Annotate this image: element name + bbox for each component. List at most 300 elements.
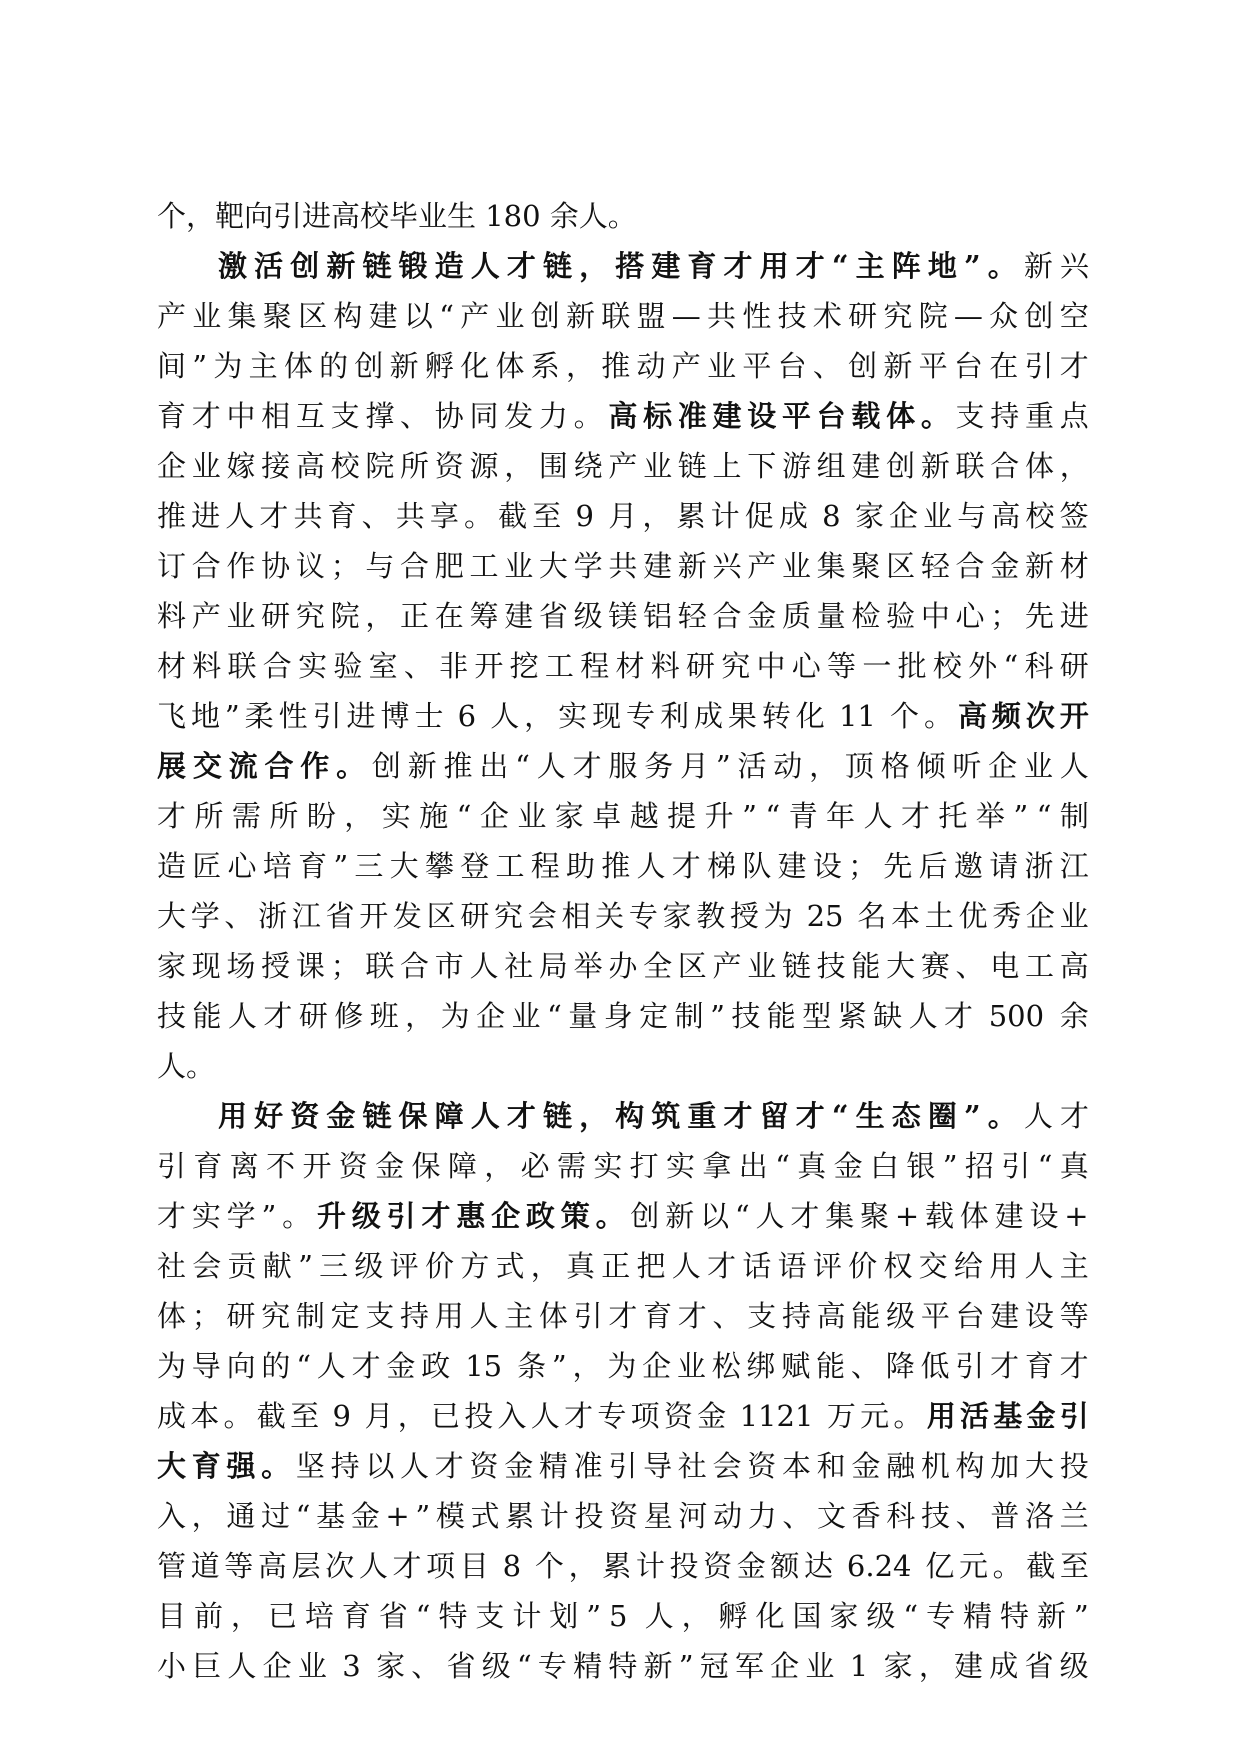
body-char: 方	[460, 1249, 490, 1283]
body-char: 真	[566, 1249, 596, 1283]
text-line	[157, 841, 1089, 891]
text-line	[157, 991, 1089, 1041]
body-char: 进	[191, 499, 221, 533]
bold-heading-char: 搭	[615, 249, 645, 283]
body-char: 的	[261, 1349, 291, 1383]
body-char: 匠	[192, 849, 222, 883]
body-char: 成	[157, 1399, 187, 1433]
bold-heading-char: 障	[434, 1099, 464, 1133]
body-char: 设	[1024, 1299, 1054, 1333]
body-char: 举	[573, 949, 603, 983]
body-char: 精	[963, 1599, 993, 1633]
body-char: “	[546, 999, 562, 1033]
bold-heading-char: 合	[264, 749, 294, 783]
body-char: 话	[742, 1249, 772, 1283]
body-char: 产	[157, 299, 187, 333]
body-char: 、	[850, 1349, 880, 1383]
body-char: 目	[459, 1549, 489, 1583]
body-char: 次	[325, 1549, 355, 1583]
body-char: 技	[921, 1499, 951, 1533]
body-char: 1121	[730, 1399, 823, 1433]
body-char: 社	[157, 1249, 187, 1283]
body-char: 出	[479, 749, 509, 783]
body-char: 台	[953, 349, 983, 383]
body-char: 协	[434, 399, 464, 433]
body-char: 月	[680, 749, 710, 783]
body-char: 亿	[925, 1549, 955, 1583]
body-char: 引	[573, 1299, 603, 1333]
body-char: 新	[407, 749, 437, 783]
body-char: 金	[386, 1349, 416, 1383]
body-char: 特	[608, 1649, 638, 1683]
bold-heading-char: “	[831, 249, 849, 283]
body-char: 额	[770, 1549, 800, 1583]
body-char: 资	[469, 1449, 499, 1483]
body-char: 和	[816, 1449, 846, 1483]
body-char: 科	[1024, 649, 1054, 683]
bold-heading-char: 政	[525, 1199, 555, 1233]
body-char: 计	[635, 1549, 665, 1583]
body-char: 料	[650, 649, 680, 683]
body-char: ，	[365, 599, 395, 633]
body-char: 专	[597, 1399, 627, 1433]
body-char: 金	[851, 1449, 881, 1483]
body-char: 白	[870, 1149, 900, 1183]
body-char: 共	[293, 499, 323, 533]
body-char: ；	[191, 1299, 221, 1333]
body-char: 导	[191, 1349, 221, 1383]
body-char: 育	[298, 849, 328, 883]
body-char: 盼	[306, 799, 336, 833]
body-char: 嫁	[226, 449, 256, 483]
body-char: 家	[376, 1649, 406, 1683]
body-char: 相	[261, 399, 291, 433]
body-char: 小	[157, 1649, 187, 1683]
body-char: 联	[955, 449, 985, 483]
body-char: 才	[677, 1299, 707, 1333]
body-char: 才	[1059, 349, 1089, 383]
bold-heading-char: 才	[723, 1099, 753, 1133]
body-char: 平	[742, 349, 772, 383]
body-char: 人	[636, 849, 666, 883]
body-char: 举	[975, 799, 1005, 833]
body-char: 至	[532, 499, 562, 533]
document-body	[157, 191, 1089, 1691]
bold-heading-char: 基	[993, 1399, 1023, 1433]
body-char: 开	[302, 1149, 332, 1183]
body-char: 量	[568, 999, 598, 1033]
text-line	[157, 741, 1089, 791]
body-char: 家	[157, 949, 187, 983]
body-char: 工	[469, 549, 499, 583]
body-char: 重	[1024, 399, 1054, 433]
body-char: 育	[341, 1599, 371, 1633]
body-char: 达	[804, 1549, 834, 1583]
body-char: 院	[918, 299, 948, 333]
body-char: 合	[400, 949, 430, 983]
body-char: 研	[685, 649, 715, 683]
body-char: 8	[493, 1549, 531, 1583]
body-char: 究	[295, 599, 325, 633]
body-char: 果	[727, 699, 757, 733]
body-char: 大	[157, 899, 187, 933]
body-char: ”	[742, 799, 757, 833]
body-char: 与	[957, 499, 987, 533]
bold-heading-char: 级	[351, 1199, 381, 1233]
body-char: 肥	[434, 549, 464, 583]
body-char: 业	[781, 549, 811, 583]
body-char: 与	[365, 549, 395, 583]
bold-heading-char: 才	[795, 249, 825, 283]
body-char: 所	[269, 799, 299, 833]
body-char: ”	[678, 1649, 694, 1683]
body-char: 人	[536, 749, 566, 783]
bold-heading-char: 设	[747, 399, 777, 433]
body-char: 、	[411, 1649, 441, 1683]
body-char: 持	[400, 1299, 430, 1333]
body-char: 孵	[718, 1599, 748, 1633]
body-char: 设	[1029, 1199, 1059, 1233]
body-char: 家	[829, 1599, 859, 1633]
body-char: 、	[403, 649, 433, 683]
body-char: 元	[958, 1549, 988, 1583]
text-line	[157, 1541, 1089, 1591]
body-char: 5	[609, 1599, 637, 1633]
bold-heading-char: 准	[677, 399, 707, 433]
body-char: 巨	[192, 1649, 222, 1683]
bold-heading-char: 育	[687, 249, 717, 283]
body-char: 企	[262, 1649, 292, 1683]
body-char: 培	[262, 849, 292, 883]
body-char: 秀	[992, 899, 1022, 933]
body-char: 进	[346, 699, 376, 733]
body-char: 河	[678, 1499, 708, 1533]
body-char: 打	[629, 1149, 659, 1183]
body-char: 式	[495, 1249, 525, 1283]
body-char: 给	[953, 1249, 983, 1283]
body-char: 人	[469, 1299, 499, 1333]
body-char: 协	[261, 549, 291, 583]
text-line	[157, 1041, 1089, 1091]
bold-heading-char: 地	[927, 249, 957, 283]
bold-heading-char: 作	[300, 749, 330, 783]
body-char: 向	[226, 1349, 256, 1383]
body-char: “	[456, 799, 472, 833]
body-char: 项	[426, 1549, 456, 1583]
body-char: 体	[959, 1199, 989, 1233]
body-char: 所	[400, 449, 430, 483]
body-char: 实	[191, 1199, 221, 1233]
body-char: 计	[512, 1599, 542, 1633]
body-char: 区	[886, 549, 916, 583]
body-char: 人	[227, 1649, 257, 1683]
bold-heading-char: 重	[687, 1099, 717, 1133]
body-char: 共	[395, 499, 425, 533]
body-char: 。	[282, 1199, 312, 1233]
body-char: 动	[773, 749, 803, 783]
body-char: 利	[659, 699, 689, 733]
body-char: 大	[538, 549, 568, 583]
body-char: 评	[812, 1249, 842, 1283]
body-char: 成	[778, 499, 808, 533]
body-char: 能	[766, 999, 796, 1033]
body-char: 育	[327, 499, 357, 533]
body-char: 正	[400, 599, 430, 633]
body-char: 计	[710, 499, 740, 533]
body-char: 管	[157, 1549, 187, 1583]
body-char: 优	[958, 899, 988, 933]
body-char: 上	[712, 449, 742, 483]
bold-heading-char: “	[831, 1099, 849, 1133]
body-char: 业	[504, 549, 534, 583]
body-char: 坚	[295, 1449, 325, 1483]
body-char: 模	[435, 1499, 465, 1533]
bold-heading-char: 活	[254, 249, 284, 283]
body-char: 能	[851, 949, 881, 983]
body-char: 共	[608, 549, 638, 583]
body-char: 接	[261, 449, 291, 483]
body-char: 产	[671, 349, 701, 383]
bold-heading-char: 链	[542, 1099, 572, 1133]
body-char: 建	[990, 1299, 1020, 1333]
body-char: 机	[920, 1449, 950, 1483]
text-line	[157, 941, 1089, 991]
body-char: 为	[440, 999, 470, 1033]
body-char: 推	[443, 749, 473, 783]
body-char: 互	[295, 399, 325, 433]
body-char: ，	[405, 999, 435, 1033]
body-char: 主	[1059, 1249, 1089, 1283]
body-char: 军	[734, 1649, 764, 1683]
body-char: 实	[593, 1149, 623, 1183]
body-char: 人	[490, 699, 520, 733]
text-line	[157, 291, 1089, 341]
body-char: 资	[703, 1549, 733, 1583]
body-char: 个	[890, 699, 920, 733]
body-char: 至	[1059, 1549, 1089, 1583]
body-char: 本	[781, 1449, 811, 1483]
body-char: 人	[1059, 749, 1089, 783]
body-char: 集	[816, 549, 846, 583]
body-char: 冠	[699, 1649, 729, 1683]
body-char: 议	[295, 549, 325, 583]
body-char: 兴	[712, 549, 742, 583]
body-char: 低	[920, 1349, 950, 1383]
body-char: 精	[538, 1449, 568, 1483]
bold-heading-char: ”	[963, 1099, 981, 1133]
body-char: 家	[883, 1649, 913, 1683]
body-char: 卓	[592, 799, 622, 833]
body-char: 新	[883, 349, 913, 383]
body-char: 企	[1025, 899, 1055, 933]
body-char: 献	[262, 1249, 292, 1283]
text-line	[157, 1441, 1089, 1491]
body-char: 大	[389, 849, 419, 883]
body-char: 、	[712, 1299, 742, 1333]
body-char: ”	[551, 1349, 567, 1383]
body-char: 资	[434, 449, 464, 483]
body-char: 家	[554, 799, 584, 833]
body-char: 构	[333, 299, 363, 333]
bold-heading-char: 才	[795, 1099, 825, 1133]
bold-heading-char: 人	[470, 249, 500, 283]
body-char: 基	[316, 1499, 346, 1533]
body-char: 区	[677, 949, 707, 983]
body-char: 企	[988, 749, 1018, 783]
bold-heading-char: 阵	[891, 249, 921, 283]
bold-heading-char: 载	[851, 399, 881, 433]
body-char: 金	[504, 1449, 534, 1483]
body-char: 会	[192, 1249, 222, 1283]
body-char: ，	[524, 699, 554, 733]
body-char: 系	[530, 349, 560, 383]
body-char: 业	[511, 999, 541, 1033]
body-char: 载	[924, 1199, 954, 1233]
body-char: 化	[755, 1599, 785, 1633]
body-char: +	[1064, 1199, 1089, 1233]
body-char: 建	[777, 849, 807, 883]
bold-heading-char: 主	[855, 249, 885, 283]
bold-heading-char: 留	[759, 1099, 789, 1133]
body-char: 验	[886, 599, 916, 633]
bold-heading-char: 标	[643, 399, 673, 433]
body-char: 式	[470, 1499, 500, 1533]
body-char: 价	[424, 1249, 454, 1283]
body-char: 香	[851, 1499, 881, 1533]
body-char: 修	[334, 999, 364, 1033]
body-char: ，	[1059, 449, 1089, 483]
body-char: 才	[263, 999, 293, 1033]
body-char: 人	[469, 949, 499, 983]
body-char: 。	[463, 499, 493, 533]
body-char: 产	[747, 549, 777, 583]
body-char: 才	[608, 1299, 638, 1333]
body-char: 企	[476, 999, 506, 1033]
body-char: 级	[1059, 1649, 1089, 1683]
body-char: 业	[643, 449, 673, 483]
body-char: 学	[226, 1199, 256, 1233]
body-char: 过	[260, 1499, 290, 1533]
text-line	[157, 1591, 1089, 1641]
body-char: 把	[636, 1249, 666, 1283]
body-char: 万	[826, 1399, 856, 1433]
body-char: 孵	[424, 349, 454, 383]
body-char: 下	[747, 449, 777, 483]
body-char: 产	[191, 599, 221, 633]
body-char: ，	[484, 1149, 514, 1183]
body-char: 高	[991, 499, 1021, 533]
body-char: 成	[989, 1649, 1019, 1683]
body-char: 人	[671, 1249, 701, 1283]
body-text: 人。	[157, 1049, 216, 1083]
body-char: 飞	[157, 699, 187, 733]
body-char: ；	[330, 949, 360, 983]
bold-heading-char: 高	[608, 399, 638, 433]
body-char: 能	[816, 1349, 846, 1383]
body-char: 。	[573, 399, 603, 433]
body-char: 投	[574, 1499, 604, 1533]
body-char: 工	[1024, 949, 1054, 983]
body-char: 务	[644, 749, 674, 783]
body-char: 学	[190, 899, 220, 933]
body-char: 绕	[573, 449, 603, 483]
body-char: 才	[944, 999, 974, 1033]
body-char: ；	[848, 849, 878, 883]
body-char: 等	[827, 649, 857, 683]
body-char: 江	[291, 899, 321, 933]
body-char: 缺	[873, 999, 903, 1033]
body-char: 创	[530, 299, 560, 333]
body-char: 才	[707, 1249, 737, 1283]
body-char: 铝	[643, 599, 673, 633]
body-char: 办	[608, 949, 638, 983]
bold-heading-char: 筑	[651, 1099, 681, 1133]
body-char: 授	[729, 899, 759, 933]
text-line	[157, 1191, 1089, 1241]
body-char: 撑	[365, 399, 395, 433]
body-char: 共	[707, 299, 737, 333]
text-line	[157, 241, 1089, 291]
body-char: 特	[438, 1599, 468, 1633]
body-char: 金	[697, 1399, 727, 1433]
body-char: 9	[566, 499, 604, 533]
body-char: 入	[157, 1499, 187, 1533]
bold-heading-char: 用	[218, 1099, 248, 1133]
body-char: 建	[643, 549, 673, 583]
body-char: 金	[350, 1499, 380, 1533]
body-char: 才	[157, 1199, 187, 1233]
body-char: 计	[539, 1499, 569, 1533]
body-char: 才	[990, 1349, 1020, 1383]
bold-heading-char: 惠	[456, 1199, 486, 1233]
body-char: 授	[261, 949, 291, 983]
body-char: 融	[886, 1449, 916, 1483]
body-char: 班	[369, 999, 399, 1033]
body-char: 业	[805, 1649, 835, 1683]
body-char: 平	[918, 349, 948, 383]
body-char: 语	[777, 1249, 807, 1283]
body-char: 资	[747, 1449, 777, 1483]
body-char: 士	[414, 699, 444, 733]
body-char: 3	[333, 1649, 370, 1683]
body-char: 才	[1059, 1099, 1089, 1133]
body-char: 课	[295, 949, 325, 983]
body-char: 合	[712, 599, 742, 633]
body-char: ，	[568, 1549, 598, 1583]
body-char: 准	[573, 1449, 603, 1483]
body-char: 身	[603, 999, 633, 1033]
body-char: 价	[848, 1249, 878, 1283]
text-line	[157, 491, 1089, 541]
body-char: 浙	[258, 899, 288, 933]
body-char: 真	[1059, 1149, 1089, 1183]
body-char: ”	[224, 699, 240, 733]
body-char: 新	[643, 1649, 673, 1683]
body-char: 筹	[469, 599, 499, 633]
body-char: 育	[643, 1299, 673, 1333]
body-char: 国	[792, 1599, 822, 1633]
body-char: 余	[1059, 999, 1089, 1033]
body-char: 建	[504, 599, 534, 633]
body-char: 才	[191, 399, 221, 433]
body-char: 培	[304, 1599, 334, 1633]
body-char: 才	[572, 749, 602, 783]
body-char: ，	[191, 1499, 221, 1533]
body-char: 普	[990, 1499, 1020, 1533]
body-char: 才	[671, 849, 701, 883]
bold-heading-char: 创	[290, 249, 320, 283]
body-char: 出	[738, 1149, 768, 1183]
